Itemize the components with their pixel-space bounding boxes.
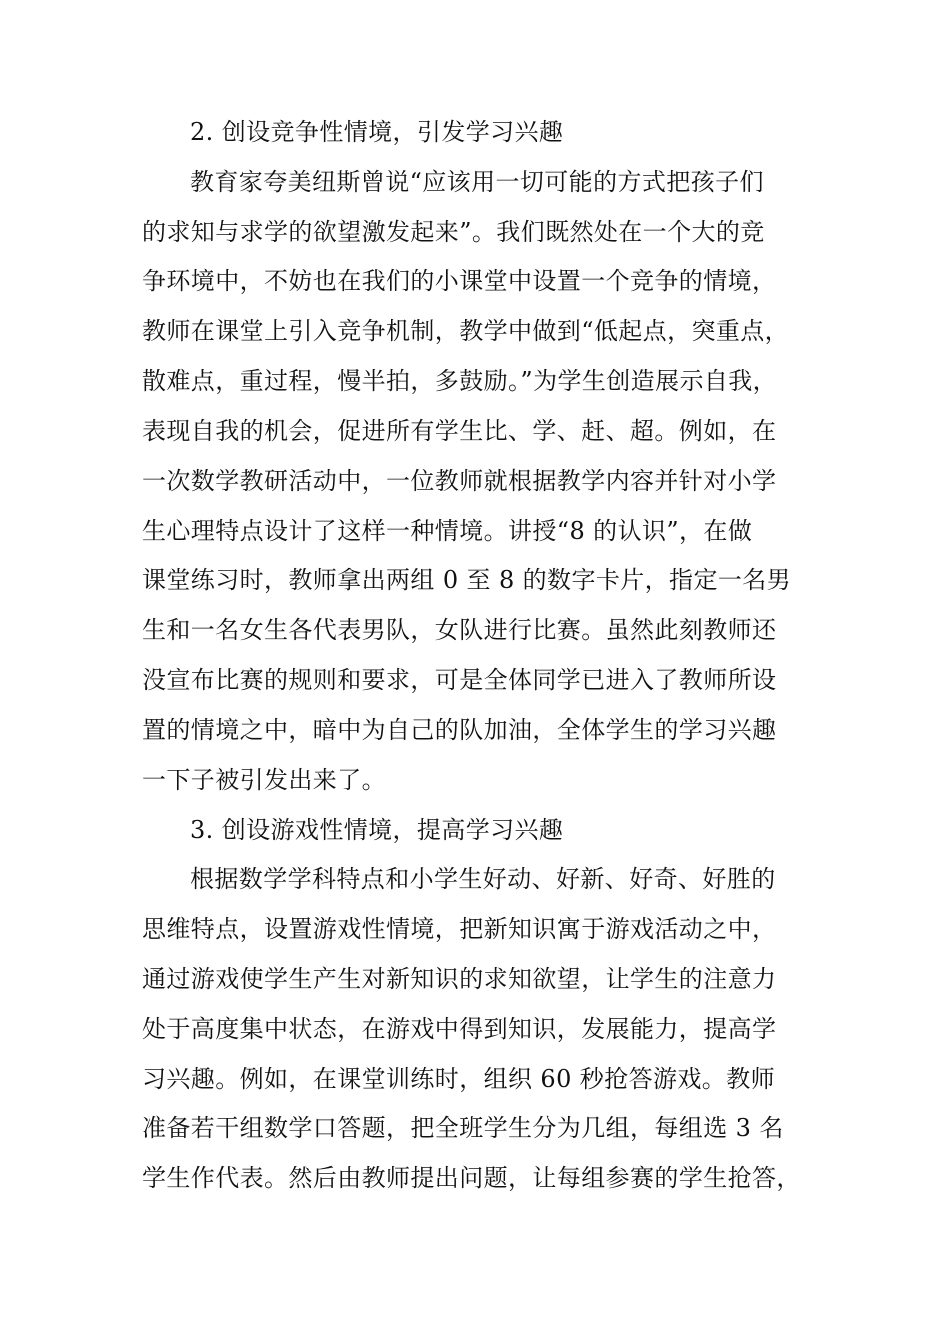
paragraph-line: 学生作代表。然后由教师提出问题，让每组参赛的学生抢答， <box>142 1164 801 1192</box>
paragraph-line: 生和一名女生各代表男队，女队进行比赛。虽然此刻教师还 <box>142 616 777 644</box>
paragraph-line: 思维特点，设置游戏性情境，把新知识寓于游戏活动之中， <box>142 915 777 943</box>
paragraph-line: 通过游戏使学生产生对新知识的求知欲望，让学生的注意力 <box>142 965 777 993</box>
paragraph-line: 生心理特点设计了这样一种情境。讲授“8 的认识”，在做 <box>142 517 753 545</box>
paragraph-line: 课堂练习时，教师拿出两组 0 至 8 的数字卡片，指定一名男 <box>142 566 792 594</box>
paragraph-line: 习兴趣。例如，在课堂训练时，组织 60 秒抢答游戏。教师 <box>142 1065 775 1093</box>
paragraph-line: 一次数学教研活动中，一位教师就根据教学内容并针对小学 <box>142 467 777 495</box>
paragraph-line: 根据数学学科特点和小学生好动、好新、好奇、好胜的 <box>190 865 776 893</box>
paragraph-line: 的求知与求学的欲望激发起来”。我们既然处在一个大的竞 <box>142 218 765 246</box>
paragraph-line: 教师在课堂上引入竞争机制，教学中做到“低起点，突重点， <box>142 317 790 345</box>
section-heading-2: 2. 创设竞争性情境，引发学习兴趣 <box>190 118 564 146</box>
paragraph-line: 表现自我的机会，促进所有学生比、学、赶、超。例如，在 <box>142 417 777 445</box>
paragraph-line: 没宣布比赛的规则和要求，可是全体同学已进入了教师所设 <box>142 666 777 694</box>
section-heading-3: 3. 创设游戏性情境，提高学习兴趣 <box>190 816 564 844</box>
paragraph-line: 一下子被引发出来了。 <box>142 766 386 794</box>
paragraph-line: 准备若干组数学口答题，把全班学生分为几组，每组选 3 名 <box>142 1114 784 1142</box>
paragraph-line: 教育家夸美纽斯曾说“应该用一切可能的方式把孩子们 <box>190 168 764 196</box>
paragraph-line: 散难点，重过程，慢半拍，多鼓励。”为学生创造展示自我， <box>142 367 778 395</box>
paragraph-line: 处于高度集中状态，在游戏中得到知识，发展能力，提高学 <box>142 1015 777 1043</box>
paragraph-line: 置的情境之中，暗中为自己的队加油，全体学生的学习兴趣 <box>142 716 777 744</box>
paragraph-line: 争环境中，不妨也在我们的小课堂中设置一个竞争的情境， <box>142 267 777 295</box>
